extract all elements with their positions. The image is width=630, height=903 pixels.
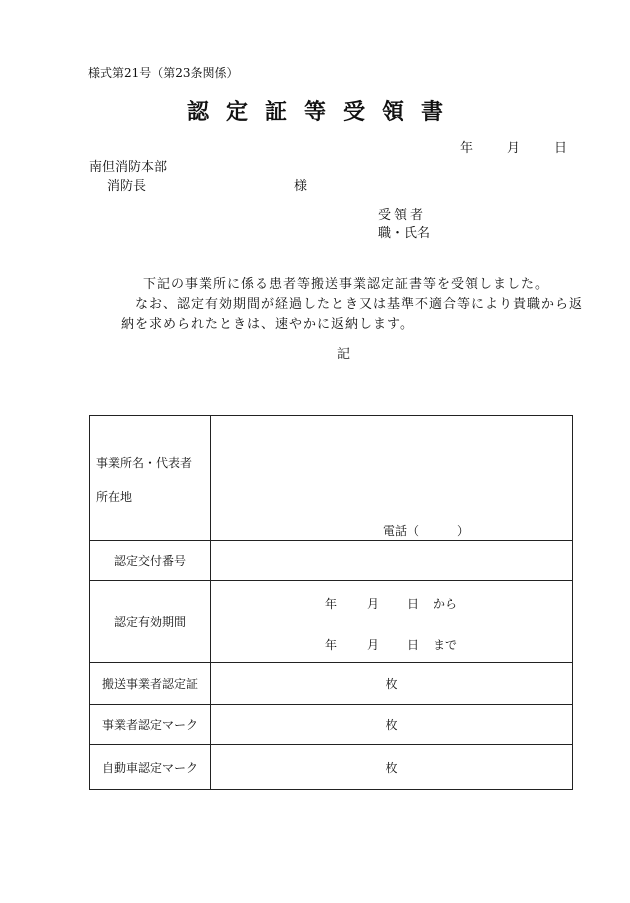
date-month: 月 — [507, 141, 521, 156]
count-row — [90, 663, 573, 705]
date-day: 日 — [554, 141, 568, 156]
date-line — [460, 137, 567, 156]
validity-label: 認定有効期間 — [90, 581, 211, 663]
count-row-label: 事業者認定マーク — [90, 705, 211, 745]
business-row — [90, 416, 573, 541]
recipient-label: 受領者 — [378, 208, 427, 223]
validity-to-line — [325, 636, 457, 653]
address-label: 所在地 — [96, 490, 133, 504]
validity-to-year: 年 — [325, 638, 338, 652]
business-name-label: 事業所名・代表者 — [96, 456, 193, 470]
count-row-label: 搬送事業者認定証 — [90, 663, 211, 705]
count-row — [90, 705, 573, 745]
count-row-unit[interactable]: 枚 — [211, 705, 573, 745]
business-value-cell[interactable] — [211, 416, 573, 541]
validity-to-day: 日 — [407, 638, 420, 652]
form-number: 様式第21号（第23条関係） — [88, 66, 239, 80]
validity-from-day: 日 — [407, 597, 420, 611]
receipt-table — [89, 415, 573, 790]
addressee-honorific: 様 — [294, 179, 308, 194]
telephone-close: ） — [457, 524, 470, 538]
count-row-unit[interactable]: 枚 — [211, 745, 573, 790]
validity-to-suffix: まで — [433, 638, 458, 652]
addressee-position: 消防長 — [107, 179, 147, 194]
count-row-unit[interactable]: 枚 — [211, 663, 573, 705]
validity-from-year: 年 — [325, 597, 338, 611]
recipient-name-label: 職・氏名 — [378, 226, 431, 241]
validity-from-suffix: から — [433, 597, 458, 611]
date-year: 年 — [460, 141, 474, 156]
count-row — [90, 745, 573, 790]
body-line-1: 下記の事業所に係る患者等搬送事業認定証書等を受領しました。 — [143, 277, 550, 292]
telephone-field — [383, 522, 469, 539]
count-row-label: 自動車認定マーク — [90, 745, 211, 790]
addressee-org: 南但消防本部 — [89, 160, 168, 175]
validity-row — [90, 581, 573, 663]
validity-from-line — [325, 595, 457, 612]
validity-value-cell[interactable] — [211, 581, 573, 663]
validity-to-month: 月 — [367, 638, 380, 652]
business-label-cell — [90, 416, 211, 541]
validity-from-month: 月 — [367, 597, 380, 611]
document-title: 認定証等受領書 — [186, 99, 460, 125]
body-line-3: 納を求められたときは、速やかに返納します。 — [121, 317, 414, 332]
telephone-label: 電話（ — [383, 524, 420, 538]
body-line-2: なお、認定有効期間が経過したとき又は基準不適合等により貴職から返 — [135, 297, 584, 312]
cert-number-label: 認定交付番号 — [90, 541, 211, 581]
cert-number-value-cell[interactable] — [211, 541, 573, 581]
ki-heading: 記 — [337, 347, 351, 362]
cert-number-row — [90, 541, 573, 581]
